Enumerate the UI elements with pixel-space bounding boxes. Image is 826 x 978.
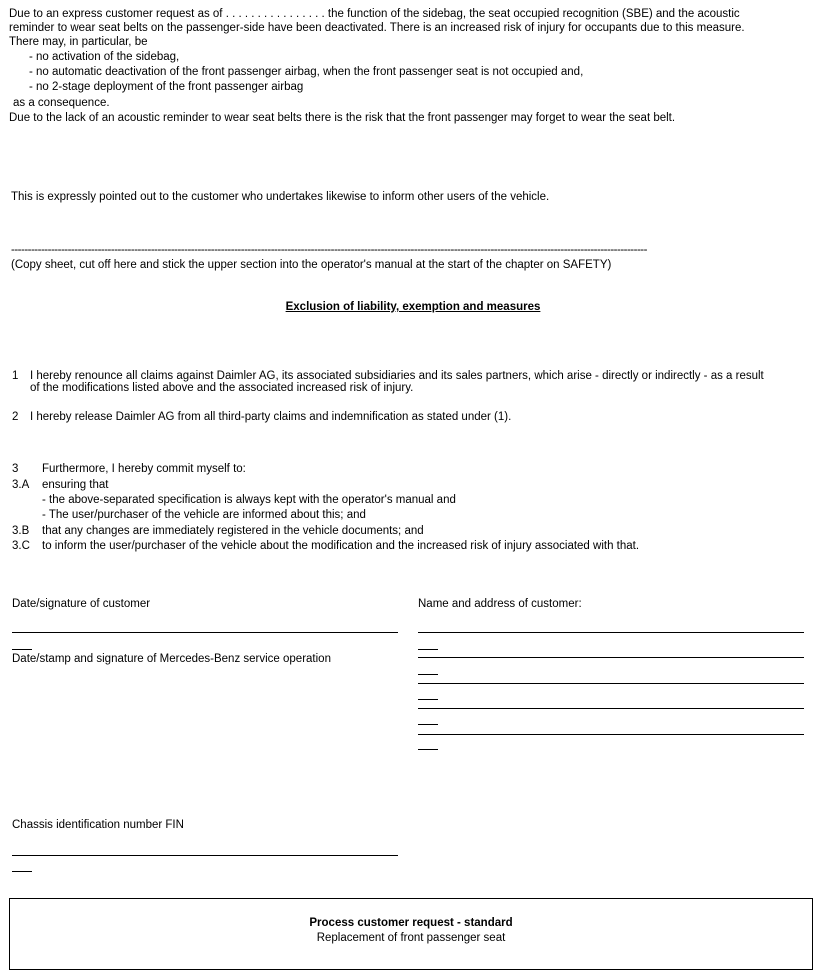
clause-1-number: 1: [12, 370, 19, 382]
cut-instruction: (Copy sheet, cut off here and stick the upper section into the operator's manual at the start of the chapter on SAFETY): [11, 259, 612, 271]
intro-bullet-2: - no automatic deactivation of the front passenger airbag, when the front passenger seat is not occupied and,: [29, 66, 584, 78]
customer-name-address-label: Name and address of customer:: [418, 598, 582, 610]
intro-line-2: reminder to wear seat belts on the passenger-side have been deactivated. There is an increased risk of injury for occupants due to this measure.: [9, 22, 745, 34]
customer-notice: This is expressly pointed out to the customer who undertakes likewise to inform other users of the vehicle.: [11, 191, 550, 203]
process-title: Process customer request - standard: [309, 917, 513, 929]
process-box: [9, 898, 813, 970]
customer-date-signature-label: Date/signature of customer: [12, 598, 151, 610]
section-title: Exclusion of liability, exemption and measures: [285, 301, 541, 313]
clause-3-number: 3: [12, 463, 19, 475]
chassis-number-label: Chassis identification number FIN: [12, 819, 184, 831]
clause-3a-sub-2: - The user/purchaser of the vehicle are informed about this; and: [42, 509, 366, 521]
clause-3-text: Furthermore, I hereby commit myself to:: [42, 463, 246, 475]
customer-signature-line-tail: [12, 649, 32, 650]
chassis-number-line[interactable]: [12, 855, 398, 856]
intro-consequence: as a consequence.: [13, 97, 110, 109]
clause-3a-number: 3.A: [12, 479, 30, 491]
chassis-number-line-tail: [12, 871, 32, 872]
process-subtitle: Replacement of front passenger seat: [316, 932, 506, 944]
clause-3a-text: ensuring that: [42, 479, 109, 491]
address-line-3-tail: [418, 699, 438, 700]
address-line-1[interactable]: [418, 632, 804, 633]
clause-2-text: I hereby release Daimler AG from all third-party claims and indemnification as stated under (1).: [30, 411, 512, 423]
customer-signature-line[interactable]: [12, 632, 398, 633]
service-stamp-label: Date/stamp and signature of Mercedes-Benz service operation: [12, 653, 331, 665]
address-line-4-tail: [418, 724, 438, 725]
clause-3a-sub-1: - the above-separated specification is always kept with the operator's manual and: [42, 494, 456, 506]
intro-line-1: Due to an express customer request as of . . . . . . . . . . . . . . . . the function of the sidebag, the seat occupied recognition (SBE) and the acoustic: [9, 8, 740, 20]
intro-bullet-1: - no activation of the sidebag,: [29, 51, 180, 63]
intro-line-3: There may, in particular, be: [9, 36, 148, 48]
clause-3c-text: to inform the user/purchaser of the vehicle about the modification and the increased risk of injury associated with that.: [42, 540, 640, 552]
cut-line: -----------------------------------------------------------------------------------------------------------------------------------------------------------------------------------------------: [11, 244, 647, 256]
clause-2-number: 2: [12, 411, 19, 423]
address-line-2[interactable]: [418, 657, 804, 658]
address-line-5-tail: [418, 749, 438, 750]
clause-3c-number: 3.C: [12, 540, 30, 552]
address-line-3[interactable]: [418, 683, 804, 684]
address-line-2-tail: [418, 674, 438, 675]
address-line-1-tail: [418, 649, 438, 650]
address-line-5[interactable]: [418, 734, 804, 735]
intro-belt-risk: Due to the lack of an acoustic reminder to wear seat belts there is the risk that the front passenger may forget to wear the seat belt.: [9, 112, 676, 124]
clause-1-line-2: of the modifications listed above and the associated increased risk of injury.: [30, 382, 414, 394]
intro-bullet-3: - no 2-stage deployment of the front passenger airbag: [29, 81, 304, 93]
clause-3b-number: 3.B: [12, 525, 30, 537]
clause-1-line-1: I hereby renounce all claims against Daimler AG, its associated subsidiaries and its sales partners, which arise - directly or indirectly - as a result: [30, 370, 764, 382]
address-line-4[interactable]: [418, 708, 804, 709]
clause-3b-text: that any changes are immediately registered in the vehicle documents; and: [42, 525, 424, 537]
